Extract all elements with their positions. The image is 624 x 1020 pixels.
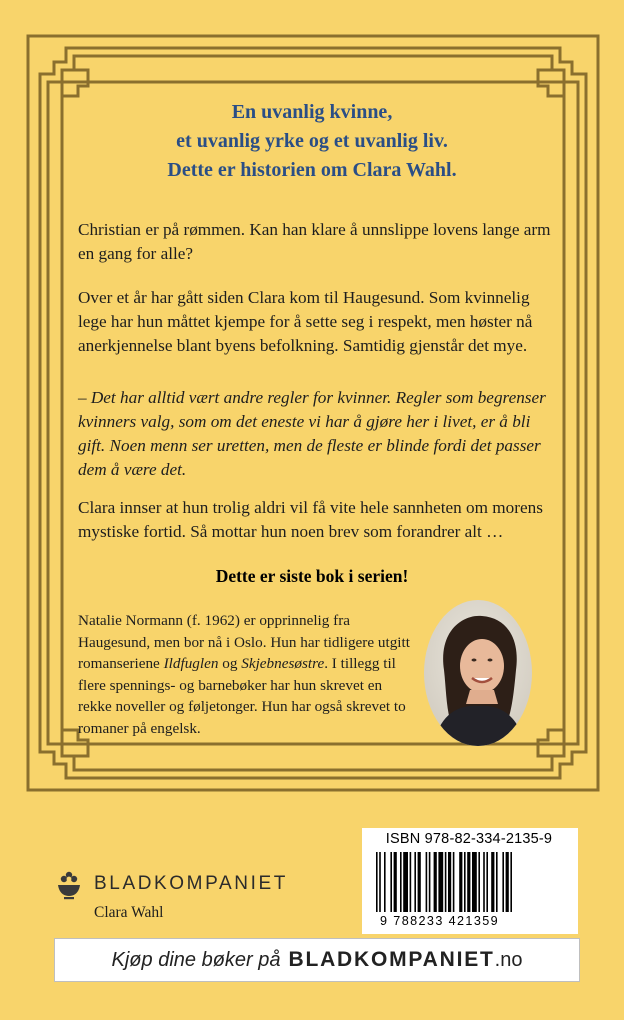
- barcode-bar: [453, 852, 455, 912]
- blurb-paragraph-1: Christian er på rømmen. Kan han klare å unnslippe lovens lange arm en gang for alle?: [78, 220, 551, 263]
- series-name: Clara Wahl: [94, 904, 164, 921]
- author-bio: [78, 610, 418, 740]
- barcode-bar: [429, 852, 431, 912]
- buy-banner[interactable]: [54, 938, 580, 982]
- bio-text-2: og: [218, 655, 242, 673]
- barcode-bar: [459, 852, 462, 912]
- barcode-bar: [472, 852, 477, 912]
- barcode-bar: [467, 852, 470, 912]
- barcode-bar: [510, 852, 512, 912]
- blurb-paragraph-2: Over et år har gått siden Clara kom til Haugesund. Som kvinnelig lege har hun måttet kjempe for å sette seg i respekt, men høster nå anerkjennelse blant byens befolkning. Samtidig gjenstår det mye.: [78, 288, 533, 355]
- tagline-line-1: En uvanlig kvinne,: [231, 101, 393, 123]
- barcode-bar: [445, 852, 447, 912]
- buy-suffix: .no: [494, 948, 523, 971]
- barcode-bar: [464, 852, 466, 912]
- bio-text-3: . I tillegg til flere spennings- og barnebøker har hun skrevet en rekke noveller og føljetonger. Hun har også skrevet to romaner på engelsk.: [78, 655, 406, 737]
- barcode-bar: [438, 852, 443, 912]
- barcode-bar: [434, 852, 437, 912]
- barcode-bar: [418, 852, 421, 912]
- barcode-bar: [496, 852, 498, 912]
- barcode-bar: [491, 852, 494, 912]
- barcode-bar: [410, 852, 412, 912]
- tagline-line-3: Dette er historien om Clara Wahl.: [167, 159, 457, 181]
- buy-text: Kjøp dine bøker på: [111, 948, 281, 971]
- bio-series-2: Skjebnesøstre: [241, 655, 325, 673]
- flower-bowl-icon: [54, 868, 84, 900]
- publisher-name: BLADKOMPANIET: [94, 873, 288, 894]
- barcode-bar: [414, 852, 416, 912]
- barcode-bar: [506, 852, 509, 912]
- bio-series-1: Ildfuglen: [163, 655, 219, 673]
- barcode-bar: [483, 852, 485, 912]
- barcode-bar: [384, 852, 386, 912]
- barcode-bar: [426, 852, 428, 912]
- tagline: [60, 98, 564, 185]
- last-book-notice: Dette er siste bok i serien!: [215, 566, 409, 586]
- publisher-logo: [54, 868, 288, 900]
- blurb-paragraph-4: Clara innser at hun trolig aldri vil få vite hele sannheten om morens mystiske fortid. Så mottar hun noen brev som forandrer alt …: [78, 498, 543, 541]
- barcode-bar: [448, 852, 451, 912]
- tagline-line-2: et uvanlig yrke og et uvanlig liv.: [176, 130, 448, 152]
- author-photo: [424, 600, 532, 746]
- isbn-label: ISBN 978-82-334-2135-9: [385, 831, 553, 847]
- barcode-bar: [376, 852, 378, 912]
- bio-text-1: Natalie Normann (f. 1962) er opprinnelig fra Haugesund, men bor nå i Oslo. Hun har tidligere utgitt romanseriene: [78, 612, 410, 673]
- barcode-bar: [403, 852, 408, 912]
- barcode-bar: [486, 852, 488, 912]
- barcode-bar: [478, 852, 480, 912]
- barcode-bar: [400, 852, 402, 912]
- barcode-bar: [379, 852, 381, 912]
- isbn-digits: 9 788233 421359: [380, 914, 500, 928]
- barcode-bar: [502, 852, 504, 912]
- buy-brand: BLADKOMPANIET: [288, 948, 495, 971]
- barcode-bar: [390, 852, 392, 912]
- blurb-quote: – Det har alltid vært andre regler for kvinner. Regler som begrenser kvinners valg, som om det eneste vi har å gjøre her i livet, er å bli gift. Noen menn ser uretten, men de fleste er blinde fordi det passer dem å være det.: [78, 388, 546, 479]
- barcode-bar: [394, 852, 397, 912]
